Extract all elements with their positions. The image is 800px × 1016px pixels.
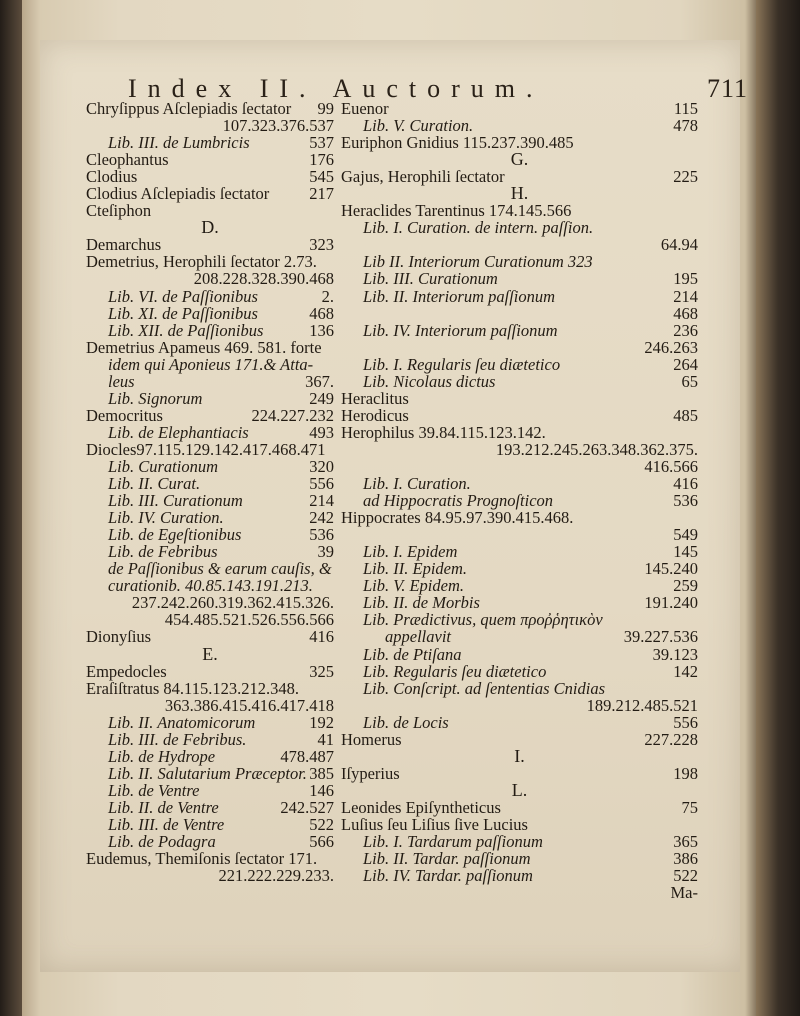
entry-text: Lib. XI. de Paſſionibus [108, 303, 258, 323]
index-entry [86, 475, 334, 492]
entry-text: 363.386.415.416.417.418 [164, 695, 334, 715]
index-entry [341, 424, 698, 441]
entry-text: Heraclides Tarentinus 174.145.566 [341, 201, 572, 221]
entry-text: Dionyſius [86, 627, 152, 647]
entry-text: Lib. XII. de Paſſionibus [108, 320, 264, 340]
entry-text: ad Hippocratis Prognoſticon [363, 491, 554, 511]
index-entry [86, 373, 334, 390]
section-letter [86, 219, 334, 236]
index-entry [341, 322, 698, 339]
index-entry [341, 407, 698, 424]
entry-text: Lib. de Febribus [108, 542, 218, 562]
entry-pages: 224.227.232 [251, 405, 334, 425]
entry-pages: 259 [673, 576, 698, 596]
entry-text: Lib. Prædictivus, quem προῤῥητικὸν [363, 610, 603, 630]
index-entry [341, 560, 698, 577]
index-entry [341, 663, 698, 680]
entry-text: Lib. II. Anatomicorum [108, 712, 256, 732]
index-entry [341, 833, 698, 850]
right-column [341, 100, 698, 901]
entry-text: Clodius [86, 167, 138, 187]
index-entry [86, 236, 334, 253]
entry-pages: 493 [309, 422, 334, 442]
entry-text: Demetrius, Herophili ſectator 2.73. [86, 252, 317, 272]
entry-pages: 545 [309, 167, 334, 187]
entry-text: leus [108, 371, 135, 391]
index-entry [86, 253, 334, 270]
entry-pages: 236 [673, 320, 698, 340]
entry-text: curationib. 40.85.143.191.213. [108, 576, 313, 596]
index-entry [86, 663, 334, 680]
entry-text: Diocles97.115.129.142.417.468.471 [86, 439, 326, 459]
index-entry [341, 526, 698, 543]
index-entry [341, 577, 698, 594]
entry-text: Hippocrates 84.95.97.390.415.468. [341, 508, 574, 528]
entry-text: 468 [673, 303, 698, 323]
book-page-edges [756, 0, 800, 1016]
entry-pages: 227.228 [644, 729, 698, 749]
entry-pages: 136 [309, 320, 334, 340]
page-title: Index II. Auctorum. [128, 74, 544, 103]
index-entry [341, 390, 698, 407]
entry-text: appellavit [385, 627, 451, 647]
entry-text: Cteſiphon [86, 201, 152, 221]
entry-pages: 242 [309, 508, 334, 528]
index-entry [341, 714, 698, 731]
index-entry [86, 185, 334, 202]
index-entry [341, 628, 698, 645]
entry-pages: 225 [673, 167, 698, 187]
entry-pages: 485 [673, 405, 698, 425]
index-entry [341, 356, 698, 373]
index-entry [341, 850, 698, 867]
index-entry [86, 424, 334, 441]
entry-pages: 365 [673, 832, 698, 852]
entry-text: E. [202, 643, 218, 664]
index-entry [341, 543, 698, 560]
entry-text: Lib. IV. Curation. [108, 508, 224, 528]
index-entry [86, 543, 334, 560]
entry-text: Lib. II. Curat. [108, 474, 201, 494]
entry-pages: 416 [673, 474, 698, 494]
entry-pages: 214 [673, 286, 698, 306]
entry-pages: 537 [309, 133, 334, 153]
entry-text: Lib. IV. Interiorum paſſionum [363, 320, 558, 340]
index-entry [341, 509, 698, 526]
index-entry [86, 117, 334, 134]
entry-text: 193.212.245.263.348.362.375. [495, 439, 698, 459]
index-entry [86, 305, 334, 322]
index-entry [341, 680, 698, 697]
entry-text: Lib. I. Curation. [363, 474, 471, 494]
index-entry [341, 816, 698, 833]
entry-text: Lib. de Ptiſana [363, 644, 462, 664]
index-entry [341, 100, 698, 117]
entry-pages: 386 [673, 849, 698, 869]
entry-text: Leonides Epiſyntheticus [341, 797, 501, 817]
index-entry [86, 628, 334, 645]
entry-text: Lib. II. de Ventre [108, 797, 219, 817]
entry-pages: 145.240 [644, 559, 698, 579]
entry-text: G. [510, 149, 529, 170]
left-column [86, 100, 334, 884]
entry-text: Gajus, Herophili ſectator [341, 167, 505, 187]
entry-text: I. [514, 745, 525, 766]
entry-text: Euriphon Gnidius 115.237.390.485 [341, 133, 574, 153]
index-entry [341, 611, 698, 628]
section-letter [341, 151, 698, 168]
index-entry [86, 680, 334, 697]
index-entry [341, 253, 698, 270]
entry-text: Eudemus, Themiſonis ſectator 171. [86, 849, 318, 869]
entry-pages: 195 [673, 269, 698, 289]
book-spine-edge [0, 0, 22, 1016]
entry-text: Lib. I. Epidem [363, 542, 458, 562]
index-entry [86, 748, 334, 765]
index-entry [86, 577, 334, 594]
entry-pages: 566 [309, 832, 334, 852]
index-entry [341, 373, 698, 390]
index-entry [86, 151, 334, 168]
section-letter [341, 185, 698, 202]
entry-pages: 142 [673, 661, 698, 681]
index-entry [341, 305, 698, 322]
entry-pages: 249 [309, 388, 334, 408]
entry-pages: 242.527 [280, 797, 334, 817]
index-entry [341, 441, 698, 458]
entry-text: Homerus [341, 729, 402, 749]
entry-pages: 192 [309, 712, 334, 732]
entry-text: Lib. de Locis [363, 712, 449, 732]
entry-text: Clodius Aſclepiadis ſectator [86, 184, 270, 204]
entry-text: Lib. III. de Lumbricis [108, 133, 250, 153]
index-entry [341, 236, 698, 253]
entry-pages: 176 [309, 150, 334, 170]
index-entry [341, 458, 698, 475]
entry-text: Lib. II. Salutarium Præceptor. [108, 763, 307, 783]
index-entry [341, 475, 698, 492]
entry-pages: 2. [321, 286, 334, 306]
entry-pages: 522 [309, 814, 334, 834]
index-entry [86, 526, 334, 543]
index-entry [86, 492, 334, 509]
entry-text: Lib. VI. de Paſſionibus [108, 286, 258, 306]
index-entry [341, 288, 698, 305]
entry-text: 246.263 [644, 337, 698, 357]
entry-text: Chryſippus Aſclepiadis ſectator [86, 99, 292, 118]
index-entry [86, 390, 334, 407]
entry-text: Cleophantus [86, 150, 169, 170]
entry-text: Lib. III. Curationum [363, 269, 498, 289]
entry-text: Herophilus 39.84.115.123.142. [341, 422, 546, 442]
entry-pages: 323 [309, 235, 334, 255]
entry-text: Empedocles [86, 661, 167, 681]
entry-pages: 191.240 [644, 593, 698, 613]
index-entry [341, 202, 698, 219]
index-entry [86, 833, 334, 850]
entry-text: Lib. Regularis ſeu diætetico [363, 661, 547, 681]
entry-text: H. [510, 183, 529, 204]
entry-text: Democritus [86, 405, 163, 425]
section-letter [86, 643, 334, 664]
entry-text: Lib. Nicolaus dictus [363, 371, 496, 391]
index-entry [86, 100, 334, 117]
entry-text: Lib. III. Curationum [108, 491, 243, 511]
index-entry [86, 288, 334, 305]
index-entry [86, 799, 334, 816]
section-letter [341, 745, 698, 766]
entry-text: Eraſiſtratus 84.115.123.212.348. [86, 678, 299, 698]
entry-pages: 478 [673, 116, 698, 136]
entry-text: de Paſſionibus & earum cauſis, & [108, 559, 332, 579]
entry-text: Herodicus [341, 405, 409, 425]
entry-pages: 325 [309, 661, 334, 681]
entry-text: Heraclitus [341, 388, 409, 408]
index-entry [341, 492, 698, 509]
entry-text: 237.242.260.319.362.415.326. [131, 593, 334, 613]
page-number: 711 [706, 74, 748, 103]
index-entry [341, 117, 698, 134]
index-entry [341, 799, 698, 816]
entry-pages: 39.227.536 [623, 627, 698, 647]
entry-text: Lib. Curationum [108, 456, 219, 476]
entry-text: Lib. V. Epidem. [363, 576, 464, 596]
index-entry [86, 714, 334, 731]
index-entry [86, 560, 334, 577]
entry-pages: 556 [309, 474, 334, 494]
index-entry [341, 594, 698, 611]
index-entry [86, 697, 334, 714]
entry-pages: 217 [309, 184, 334, 204]
entry-text: Lib. Conſcript. ad ſententias Cnidias [363, 678, 606, 698]
entry-text: Ma- [670, 883, 698, 903]
index-entry [86, 765, 334, 782]
entry-text: Lib. II. Interiorum paſſionum [363, 286, 556, 306]
entry-pages: 41 [317, 729, 334, 749]
index-entry [86, 594, 334, 611]
entry-pages: 468 [309, 303, 334, 323]
entry-text: Lib. IV. Tardar. paſſionum [363, 866, 533, 886]
index-entry [341, 884, 698, 901]
entry-text: Lib. I. Regularis ſeu diætetico [363, 354, 561, 374]
entry-pages: 214 [309, 491, 334, 511]
entry-text: 416.566 [644, 456, 698, 476]
entry-pages: 198 [673, 763, 698, 783]
entry-text: 64.94 [660, 235, 698, 255]
index-entry [341, 219, 698, 236]
index-entry [86, 134, 334, 151]
entry-text: D. [201, 217, 219, 238]
entry-text: Iſyperius [341, 763, 400, 783]
entry-pages: 536 [309, 525, 334, 545]
entry-text: Demetrius Apameus 469. 581. forte [86, 337, 322, 357]
index-entry [341, 867, 698, 884]
index-entry [86, 731, 334, 748]
index-entry [86, 441, 334, 458]
entry-text: L. [511, 779, 528, 800]
entry-pages: 75 [681, 797, 698, 817]
entry-text: Lib. de Egeſtionibus [108, 525, 242, 545]
entry-pages: 385 [309, 763, 334, 783]
index-entry [86, 816, 334, 833]
entry-text: Demarchus [86, 235, 162, 255]
index-entry [86, 458, 334, 475]
index-entry [86, 168, 334, 185]
entry-text: idem qui Aponieus 171.& Atta- [108, 354, 314, 374]
entry-pages: 367. [305, 371, 334, 391]
entry-text: Euenor [341, 99, 389, 118]
index-entry [86, 356, 334, 373]
entry-pages: 39 [317, 542, 334, 562]
entry-text: 221.222.229.233. [218, 866, 334, 886]
index-entry [341, 270, 698, 287]
index-entry [86, 850, 334, 867]
index-entry [341, 697, 698, 714]
entry-text: Lib. de Elephantiacis [108, 422, 249, 442]
entry-text: Lib. V. Curation. [363, 116, 474, 136]
entry-text: 189.212.485.521 [586, 695, 698, 715]
entry-pages: 522 [673, 866, 698, 886]
entry-pages: 536 [673, 491, 698, 511]
index-entry [341, 339, 698, 356]
entry-pages: 320 [309, 456, 334, 476]
entry-text: Lib. de Podagra [108, 832, 216, 852]
entry-pages: 478.487 [280, 746, 334, 766]
entry-text: Lib. de Ventre [108, 780, 200, 800]
entry-text: Luſius ſeu Liſius ſive Lucius [341, 814, 528, 834]
entry-pages: 556 [673, 712, 698, 732]
entry-text: Lib II. Interiorum Curationum 323 [363, 252, 593, 272]
entry-pages: 145 [673, 542, 698, 562]
index-entry [86, 270, 334, 287]
entry-pages: 65 [681, 371, 698, 391]
entry-text: 454.485.521.526.556.566 [164, 610, 334, 630]
index-entry [86, 611, 334, 628]
entry-text: 549 [673, 525, 698, 545]
index-entry [86, 867, 334, 884]
entry-text: Lib. II. Tardar. paſſionum [363, 849, 531, 869]
entry-pages: 115 [673, 99, 698, 118]
entry-text: Lib. Signorum [108, 388, 203, 408]
entry-text: Lib. II. de Morbis [363, 593, 480, 613]
entry-text: 208.228.328.390.468 [193, 269, 334, 289]
index-entry [86, 407, 334, 424]
index-entry [86, 322, 334, 339]
section-letter [341, 779, 698, 800]
entry-pages: 146 [309, 780, 334, 800]
entry-text: Lib. I. Curation. de intern. paſſion. [363, 218, 594, 238]
entry-text: 107.323.376.537 [222, 116, 334, 136]
index-entry [86, 509, 334, 526]
entry-text: Lib. de Hydrope [108, 746, 216, 766]
entry-pages: 264 [673, 354, 698, 374]
entry-pages: 99 [317, 99, 334, 118]
entry-pages: 416 [309, 627, 334, 647]
index-entry [86, 339, 334, 356]
index-entry [341, 646, 698, 663]
entry-text: Lib. III. de Febribus. [108, 729, 247, 749]
entry-text: Lib. I. Tardarum paſſionum [363, 832, 543, 852]
index-entry [86, 782, 334, 799]
entry-text: Lib. III. de Ventre [108, 814, 225, 834]
entry-text: Lib. II. Epidem. [363, 559, 468, 579]
entry-pages: 39.123 [652, 644, 698, 664]
